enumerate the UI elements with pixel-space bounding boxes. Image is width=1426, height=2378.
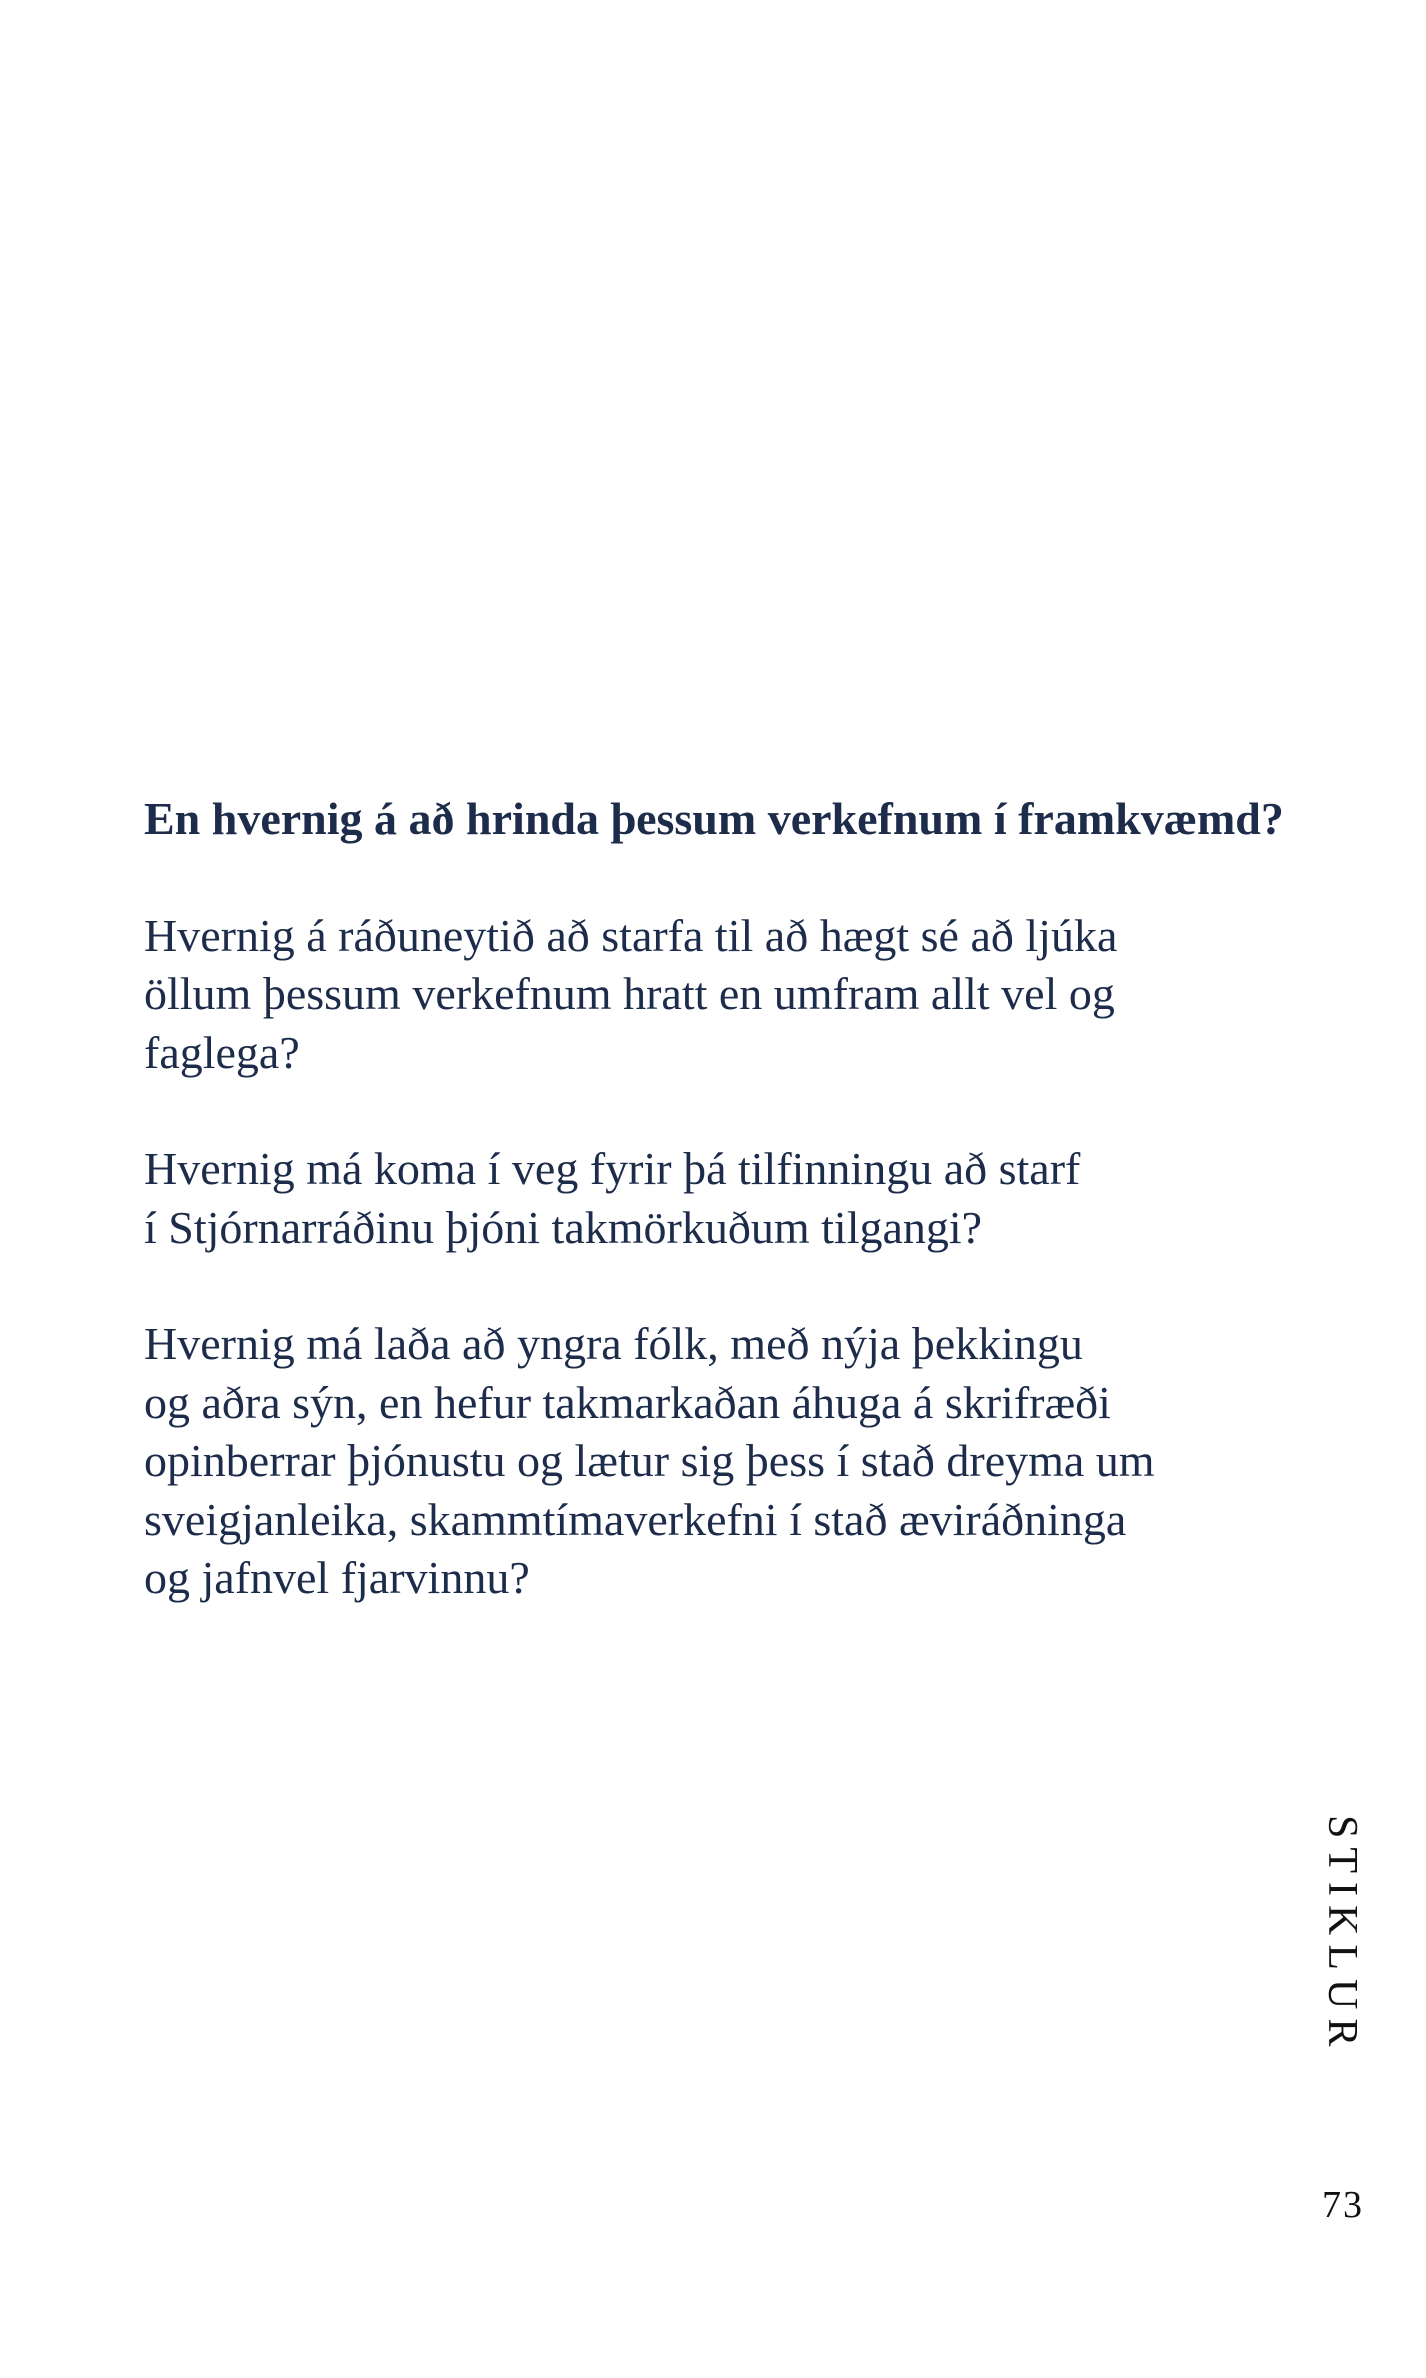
paragraph-line: faglega? [144,1026,300,1078]
paragraph-line: Hvernig má koma í veg fyrir þá tilfinningu að starf [144,1143,1081,1194]
paragraph-line: í Stjórnarráðinu þjóni takmörkuðum tilgangi? [144,1201,983,1253]
paragraph-1 [144,907,1264,1083]
paragraph-2 [144,1140,1264,1257]
paragraph-line: sveigjanleika, skammtímaverkefni í stað æviráðninga [144,1493,1127,1545]
paragraph-line: Hvernig á ráðuneytið að starfa til að hægt sé að ljúka [144,909,1118,961]
paragraph-line: opinberrar þjónustu og lætur sig þess í stað dreyma um [144,1435,1155,1486]
paragraph-line: öllum þessum verkefnum hratt en umfram allt vel og [144,968,1115,1019]
section-heading: En hvernig á að hrinda þessum verkefnum í framkvæmd? [144,793,1284,844]
page-number: 73 [1322,2184,1364,2226]
running-section-label: STIKLUR [1319,1815,1365,2056]
paragraph-line: og aðra sýn, en hefur takmarkaðan áhuga á skrifræði [144,1376,1111,1428]
page-content [144,790,1284,1666]
paragraph-line: Hvernig má laða að yngra fólk, með nýja þekkingu [144,1318,1083,1369]
paragraph-line: og jafnvel fjarvinnu? [144,1552,530,1603]
paragraph-3 [144,1315,1264,1608]
